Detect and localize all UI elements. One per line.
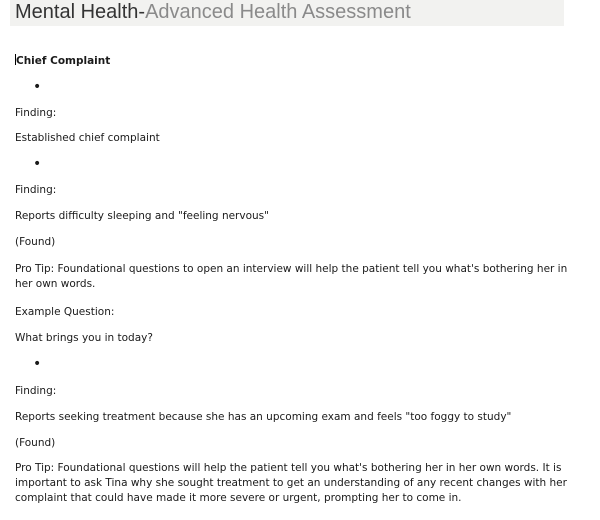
pro-tip-2: Pro Tip: Foundational questions to open an interview will help the patient tell you what's bothering her in her own words. [15,263,568,290]
finding-label-2: Finding: [15,184,57,196]
pro-tip-3: Pro Tip: Foundational questions will help the patient tell you what's bothering her in her own words. It is important to ask Tina why she sought treatment to get an understanding of any recent changes with her complaint that could have made it more severe or urgent, prompting her to come in. [15,462,567,504]
finding-label-1: Finding: [15,107,57,119]
example-label: Example Question: [15,306,115,318]
status-found-3: (Found) [15,437,56,449]
finding-text-2: Reports difficulty sleeping and "feeling nervous" [15,210,269,222]
bullet-2: • [33,156,42,172]
section-heading [15,54,110,68]
finding-text-3: Reports seeking treatment because she has an upcoming exam and feels "too foggy to study" [15,411,512,423]
status-found-2: (Found) [15,236,56,248]
finding-text-1: Established chief complaint [15,132,160,144]
bullet-3: • [33,356,42,372]
page-title-primary: Mental Health- [15,1,146,23]
page-title [15,0,411,25]
bullet-1: • [33,79,42,95]
section-heading-text: Chief Complaint [16,55,111,67]
example-question: What brings you in today? [15,332,153,344]
page-title-secondary: Advanced Health Assessment [145,1,411,23]
finding-label-3: Finding: [15,385,57,397]
document-title-bar [10,0,564,26]
